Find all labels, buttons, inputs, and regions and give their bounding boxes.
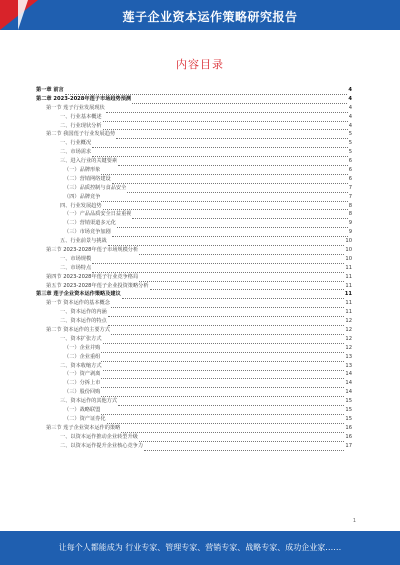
toc-entry-page: 10 <box>345 255 352 262</box>
toc-entry[interactable] <box>36 335 352 344</box>
toc-entry-text: 二、以资本运作提升企业核心竞争力 <box>60 442 144 449</box>
toc-leader-dots <box>111 301 344 308</box>
toc-entry-page: 14 <box>345 380 352 387</box>
toc-entry-page: 13 <box>345 353 352 360</box>
toc-entry-page: 16 <box>345 424 352 431</box>
toc-entry[interactable] <box>36 184 352 193</box>
toc-leader-dots <box>101 346 344 353</box>
toc-entry-page: 6 <box>348 175 352 182</box>
toc-leader-dots <box>101 408 344 415</box>
toc-leader-dots <box>101 355 344 362</box>
toc-entry-text: 二、市场需求 <box>60 149 92 156</box>
toc-entry-page: 11 <box>345 264 352 271</box>
toc-entry-page: 8 <box>348 211 352 218</box>
toc-entry-text: （二）营销渠道多元化 <box>64 220 116 227</box>
toc-leader-dots <box>111 328 344 335</box>
header-banner <box>0 0 400 30</box>
toc-leader-dots <box>92 150 348 157</box>
toc-entry-page: 4 <box>348 113 352 120</box>
toc-entry-text: （三）市场竞争加剧 <box>64 229 111 236</box>
toc-leader-dots <box>150 283 345 290</box>
toc-entry-text: 一、行业基本概述 <box>60 113 102 120</box>
toc-entry[interactable] <box>36 237 352 246</box>
toc-entry-page: 11 <box>345 309 352 316</box>
toc-entry-page: 12 <box>345 335 352 342</box>
toc-leader-dots <box>112 230 348 237</box>
toc-entry-page: 15 <box>345 415 352 422</box>
toc-entry-text: 第二节 我国莲子行业发展趋势 <box>46 131 116 138</box>
toc-entry-page: 11 <box>345 282 352 289</box>
toc-entry-page: 15 <box>345 407 352 414</box>
toc-entry-text: 二、行业现状分析 <box>60 122 102 129</box>
toc-entry[interactable] <box>36 166 352 175</box>
toc-entry[interactable] <box>36 255 352 264</box>
toc-entry-page: 4 <box>348 122 352 129</box>
toc-entry[interactable] <box>36 202 352 211</box>
toc-entry[interactable] <box>36 139 352 148</box>
toc-leader-dots <box>118 159 348 166</box>
toc-entry[interactable] <box>36 210 352 219</box>
toc-entry-page: 9 <box>348 220 352 227</box>
toc-entry-text: 第三章 莲子企业资本运作策略及建议 <box>36 291 121 298</box>
toc-leader-dots <box>108 319 345 326</box>
toc-leader-dots <box>101 381 344 388</box>
toc-entry-text: 第四节 2023-2028年莲子行业竞争格局 <box>46 273 139 280</box>
toc-leader-dots <box>132 212 347 219</box>
toc-entry-page: 4 <box>348 86 352 93</box>
toc-entry-text: 第三节 2023-2028年莲子市场规模分析 <box>46 247 139 254</box>
toc-entry-page: 14 <box>345 371 352 378</box>
toc-entry[interactable] <box>36 228 352 237</box>
toc-entry[interactable] <box>36 264 352 273</box>
toc-entry[interactable] <box>36 388 352 397</box>
toc-entry-text: （二）资产证券化 <box>64 415 106 422</box>
toc-leader-dots <box>139 248 344 255</box>
toc-entry-page: 6 <box>348 158 352 165</box>
toc-entry[interactable] <box>36 442 352 451</box>
toc-entry-text: 第二节 资本运作的主要方式 <box>46 327 110 334</box>
toc-leader-dots <box>103 337 345 344</box>
toc-leader-dots <box>117 221 348 228</box>
toc-leader-dots <box>103 203 348 210</box>
toc-entry[interactable] <box>36 344 352 353</box>
table-of-contents <box>36 86 352 451</box>
toc-leader-dots <box>92 266 344 273</box>
toc-leader-dots <box>118 399 344 406</box>
toc-entry-page: 11 <box>345 300 352 307</box>
toc-entry[interactable] <box>36 130 352 139</box>
toc-entry-page: 12 <box>345 344 352 351</box>
toc-entry-page: 12 <box>345 318 352 325</box>
footer-slogan: 让每个人都能成为 行业专家、管理专家、营销专家、战略专家、成功企业家…… <box>58 543 342 552</box>
toc-entry-page: 10 <box>345 238 352 245</box>
toc-entry[interactable] <box>36 219 352 228</box>
toc-entry[interactable] <box>36 406 352 415</box>
toc-entry-page: 5 <box>348 149 352 156</box>
toc-entry-text: 五、行业前景与挑战 <box>60 238 107 245</box>
toc-entry[interactable] <box>36 193 352 202</box>
toc-leader-dots <box>132 97 347 104</box>
toc-entry-text: 一、资本扩张方式 <box>60 335 102 342</box>
toc-entry[interactable] <box>36 397 352 406</box>
toc-entry[interactable] <box>36 308 352 317</box>
toc-entry-text: 一、市场规模 <box>60 255 92 262</box>
toc-entry-page: 5 <box>348 131 352 138</box>
toc-entry-text: 一、行业概况 <box>60 140 92 147</box>
toc-entry-page: 13 <box>345 362 352 369</box>
toc-entry[interactable] <box>36 362 352 371</box>
toc-leader-dots <box>65 88 348 95</box>
toc-entry[interactable] <box>36 282 352 291</box>
toc-leader-dots <box>103 364 345 371</box>
toc-entry[interactable] <box>36 95 352 104</box>
toc-leader-dots <box>92 257 344 264</box>
toc-entry[interactable] <box>36 148 352 157</box>
toc-entry[interactable] <box>36 175 352 184</box>
toc-entry[interactable] <box>36 122 352 131</box>
toc-entry-text: 一、资本运作的内涵 <box>60 309 107 316</box>
toc-entry[interactable] <box>36 157 352 166</box>
toc-leader-dots <box>106 106 348 113</box>
toc-leader-dots <box>121 426 344 433</box>
toc-heading: 内容目录 <box>176 58 224 71</box>
toc-leader-dots <box>103 115 348 122</box>
toc-entry-page: 9 <box>348 229 352 236</box>
toc-entry-page: 8 <box>348 202 352 209</box>
toc-entry[interactable] <box>36 379 352 388</box>
toc-entry-text: （四）品牌竞争 <box>64 193 101 200</box>
toc-entry-page: 5 <box>348 140 352 147</box>
toc-entry-text: 第一章 前言 <box>36 86 64 93</box>
toc-leader-dots <box>108 239 345 246</box>
toc-entry-text: 一、以资本运作推动企业转型升级 <box>60 433 138 440</box>
toc-entry-text: （三）品质控制与食品安全 <box>64 184 127 191</box>
toc-entry-text: （一）企业并购 <box>64 344 101 351</box>
toc-leader-dots <box>122 292 344 299</box>
toc-entry-text: 第一节 资本运作的基本概念 <box>46 300 110 307</box>
toc-entry-text: 三、进入行业的关键要素 <box>60 158 118 165</box>
toc-leader-dots <box>101 390 344 397</box>
toc-entry-page: 7 <box>348 193 352 200</box>
toc-entry-text: 三、资本运作的其他方式 <box>60 398 118 405</box>
toc-leader-dots <box>116 132 348 139</box>
toc-entry-page: 15 <box>345 398 352 405</box>
toc-leader-dots <box>101 168 347 175</box>
toc-entry[interactable] <box>36 246 352 255</box>
toc-leader-dots <box>127 186 347 193</box>
toc-entry[interactable] <box>36 299 352 308</box>
toc-entry-text: 四、行业发展趋势 <box>60 202 102 209</box>
toc-entry-page: 16 <box>345 433 352 440</box>
toc-entry-page: 6 <box>348 167 352 173</box>
toc-leader-dots <box>108 310 345 317</box>
toc-entry[interactable] <box>36 113 352 122</box>
toc-entry[interactable] <box>36 104 352 113</box>
footer-banner <box>0 531 400 565</box>
toc-entry-text: （一）资产剥离 <box>64 371 101 378</box>
toc-entry-page: 11 <box>345 273 352 280</box>
toc-entry-text: （一）产品品质安全日益重视 <box>64 211 132 218</box>
toc-leader-dots <box>101 372 344 379</box>
header-accent-stripe <box>18 0 28 30</box>
toc-entry-page: 10 <box>345 247 352 254</box>
toc-entry[interactable] <box>36 424 352 433</box>
toc-entry[interactable] <box>36 317 352 326</box>
toc-entry-text: （一）品牌形象 <box>64 167 101 173</box>
toc-entry-page: 14 <box>345 389 352 396</box>
toc-entry-text: （二）分拆上市 <box>64 380 101 387</box>
toc-entry-text: 第五节 2023-2028年莲子企业投资策略分析 <box>46 282 149 289</box>
page-number: 1 <box>352 518 356 524</box>
toc-entry[interactable] <box>36 415 352 424</box>
toc-entry-text: （一）战略联盟 <box>64 407 101 414</box>
toc-entry-text: 二、市场特点 <box>60 264 92 271</box>
toc-entry-page: 7 <box>348 184 352 191</box>
toc-entry[interactable] <box>36 433 352 442</box>
toc-leader-dots <box>139 435 345 442</box>
toc-entry-text: 第二章 2023-2028年莲子市场趋势预测 <box>36 95 132 102</box>
toc-entry-text: （三）股份回购 <box>64 389 101 396</box>
toc-leader-dots <box>144 444 344 451</box>
toc-entry-text: （二）营销网络建设 <box>64 175 111 182</box>
toc-entry-text: 第三节 莲子企业资本运作的策略 <box>46 424 121 431</box>
toc-entry-page: 17 <box>345 442 352 449</box>
toc-entry-text: 第一节 莲子行业发展现状 <box>46 104 105 111</box>
toc-entry-page: 4 <box>348 104 352 111</box>
toc-entry-page: 11 <box>344 291 352 298</box>
report-title: 莲子企业资本运作策略研究报告 <box>122 10 298 24</box>
toc-leader-dots <box>103 123 348 130</box>
toc-entry-text: 二、资本收缩方式 <box>60 362 102 369</box>
toc-entry-text: 二、资本运作的特点 <box>60 318 107 325</box>
toc-leader-dots <box>112 177 348 184</box>
toc-entry[interactable] <box>36 273 352 282</box>
toc-entry[interactable] <box>36 326 352 335</box>
toc-entry[interactable] <box>36 353 352 362</box>
toc-entry-text: （二）企业重组 <box>64 353 101 360</box>
toc-entry-page: 12 <box>345 327 352 334</box>
toc-entry[interactable] <box>36 290 352 299</box>
toc-leader-dots <box>107 417 345 424</box>
toc-entry-page: 4 <box>348 95 352 102</box>
toc-leader-dots <box>101 195 347 202</box>
toc-entry[interactable] <box>36 371 352 380</box>
toc-entry[interactable] <box>36 86 352 95</box>
toc-leader-dots <box>139 275 344 282</box>
toc-leader-dots <box>92 141 348 148</box>
